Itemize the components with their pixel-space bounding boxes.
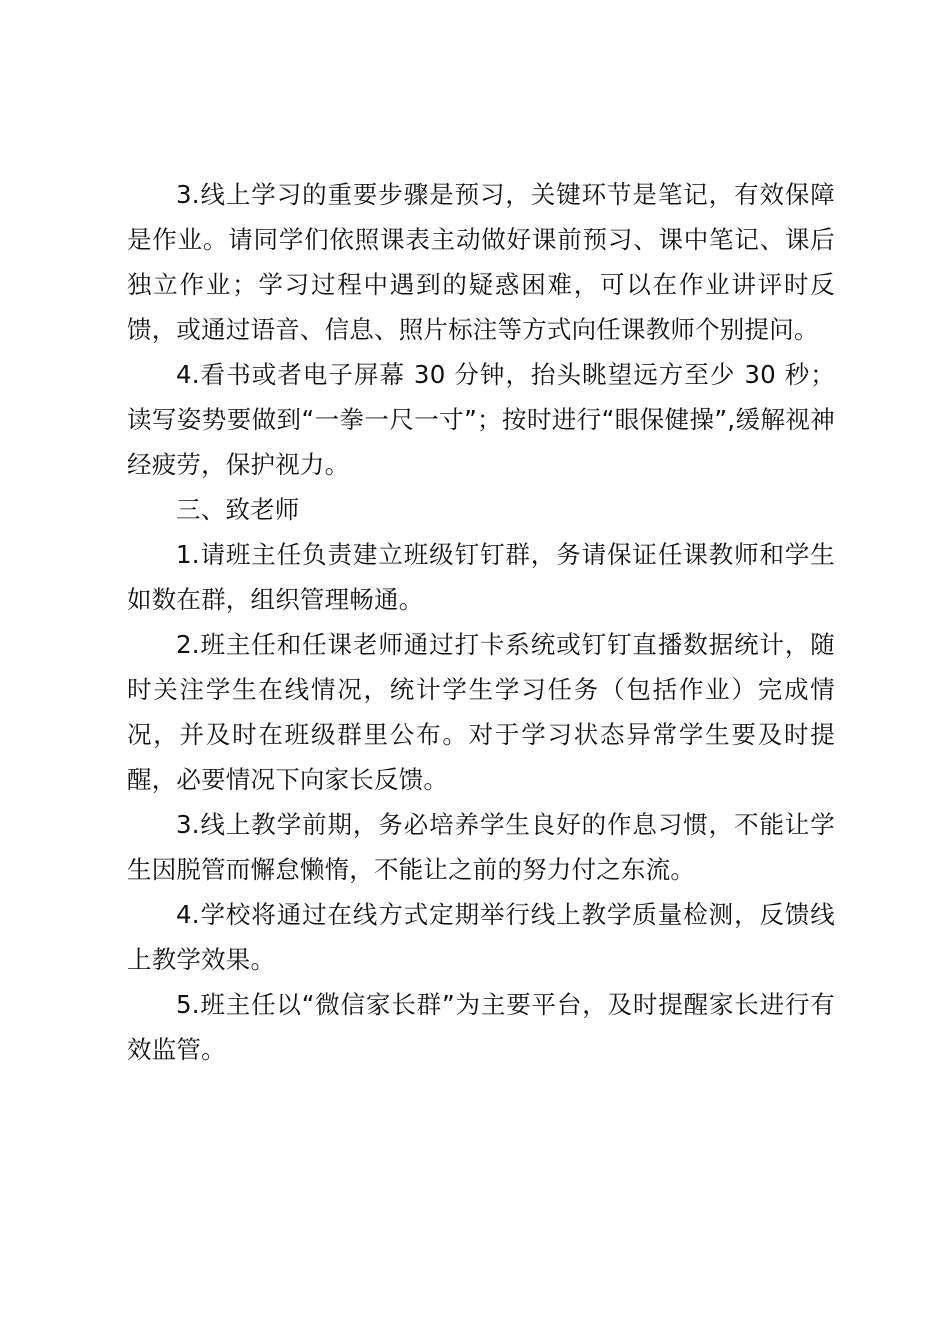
paragraph-student-item-4: 4.看书或者电子屏幕 30 分钟，抬头眺望远方至少 30 秒；读写姿势要做到“一拳一尺一寸”；按时进行“眼保健操”,缓解视神经疲劳，保护视力。 bbox=[127, 360, 835, 479]
paragraph-teacher-item-4: 4.学校将通过在线方式定期举行线上教学质量检测，反馈线上教学效果。 bbox=[127, 900, 835, 974]
document-body bbox=[127, 172, 835, 1072]
paragraph-teacher-item-1: 1.请班主任负责建立班级钉钉群，务请保证任课教师和学生如数在群，组织管理畅通。 bbox=[127, 540, 835, 614]
paragraph-teacher-item-3: 3.线上教学前期，务必培养学生良好的作息习惯，不能让学生因脱管而懈怠懒惰，不能让之前的努力付之东流。 bbox=[127, 810, 835, 884]
section-heading-teachers: 三、致老师 bbox=[176, 495, 300, 524]
paragraph-student-item-3: 3.线上学习的重要步骤是预习，关键环节是笔记，有效保障是作业。请同学们依照课表主动做好课前预习、课中笔记、课后独立作业；学习过程中遇到的疑惑困难，可以在作业讲评时反馈，或通过语音、信息、照片标注等方式向任课教师个别提问。 bbox=[127, 180, 835, 344]
paragraph-teacher-item-2: 2.班主任和任课老师通过打卡系统或钉钉直播数据统计，随时关注学生在线情况，统计学生学习任务（包括作业）完成情况，并及时在班级群里公布。对于学习状态异常学生要及时提醒，必要情况下向家长反馈。 bbox=[127, 630, 835, 794]
paragraph-teacher-item-5: 5.班主任以“微信家长群”为主要平台，及时提醒家长进行有效监管。 bbox=[127, 990, 835, 1064]
